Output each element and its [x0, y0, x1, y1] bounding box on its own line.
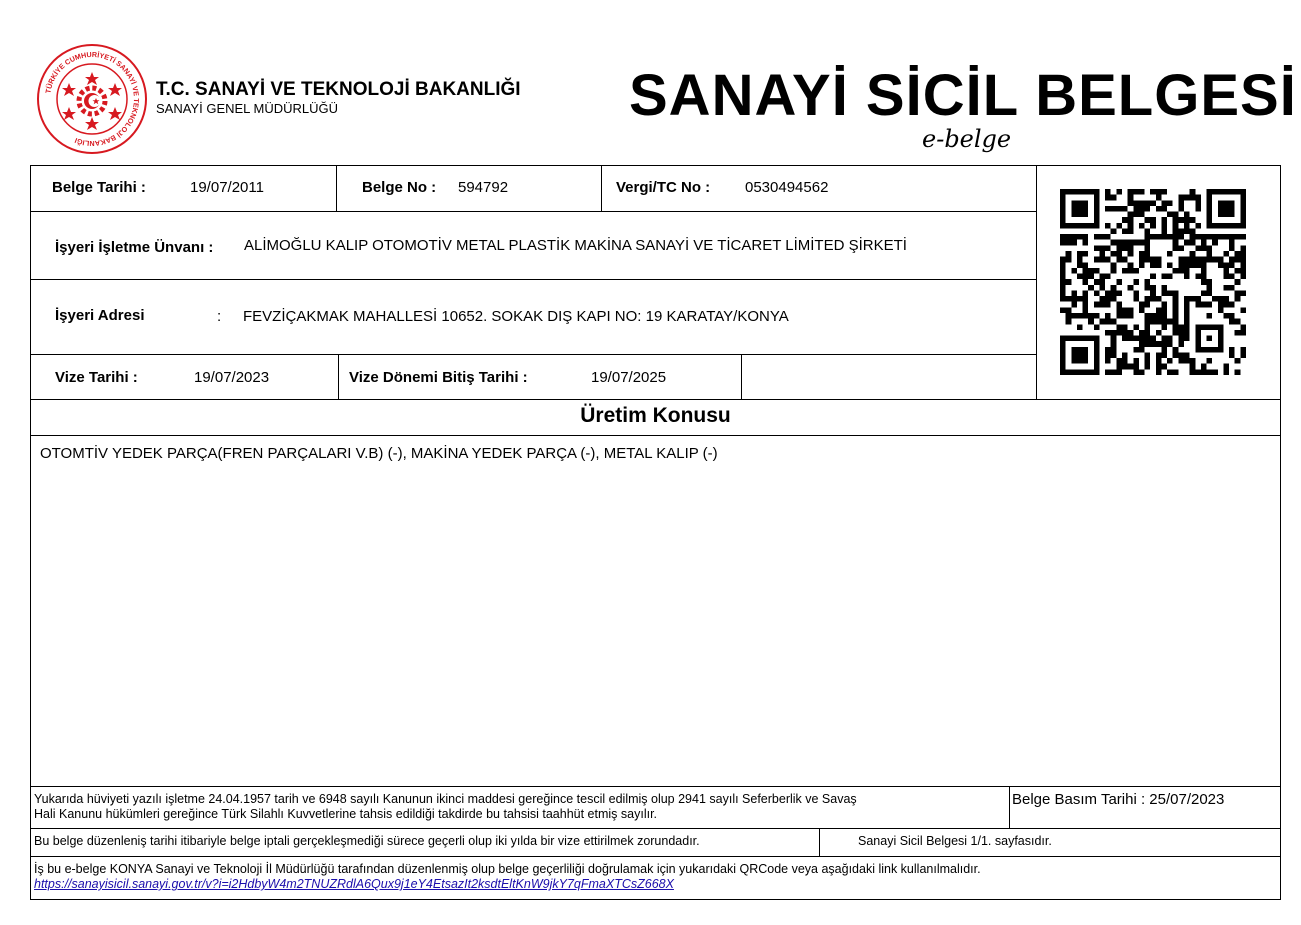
print-date: Belge Basım Tarihi : 25/07/2023 — [1012, 791, 1225, 808]
logo-ring-text: TÜRKİYE CUMHURİYETİ SANAYİ VE TEKNOLOJİ BAKANLIĞI — [43, 49, 142, 149]
vergi-no-label: Vergi/TC No : — [616, 179, 711, 196]
adres-colon: : — [217, 308, 222, 325]
ministry-logo — [36, 43, 148, 155]
qr-code[interactable] — [1060, 189, 1246, 375]
production-content: OTOMTİV YEDEK PARÇA(FREN PARÇALARI V.B) (-), MAKİNA YEDEK PARÇA (-), METAL KALIP (-) — [40, 445, 718, 462]
vize-bitis-value: 19/07/2025 — [591, 369, 667, 386]
adres-value: FEVZİÇAKMAK MAHALLESİ 10652. SOKAK DIŞ KAPI NO: 19 KARATAY/KONYA — [243, 308, 789, 325]
production-title: Üretim Konusu — [580, 404, 731, 427]
verify-link[interactable]: https://sanayisicil.sanayi.gov.tr/v?i=i2HdbyW4m2TNUZRdlA6Qux9j1eY4EtsazIt2ksdtEltKnW9jkY7qFmaXTCsZ668X — [34, 877, 674, 891]
vize-bitis-label: Vize Dönemi Bitiş Tarihi : — [349, 369, 528, 386]
legal-text-line-2: Hali Kanunu hükümleri gereğince Türk Silahlı Kuvvetlerine tahsis edildiği takdirde bu tahsisi taahhüt etmiş sayılır. — [34, 807, 658, 821]
adres-label: İşyeri Adresi — [55, 307, 145, 324]
verify-note: İş bu e-belge KONYA Sanayi ve Teknoloji İl Müdürlüğü tarafından düzenlenmiş olup belge geçerliliği doğrulamak için yukarıdaki QRCode veya aşağıdaki link kullanılmalıdır. — [34, 862, 981, 876]
belge-no-label: Belge No : — [362, 179, 437, 196]
page-info: Sanayi Sicil Belgesi 1/1. sayfasıdır. — [858, 834, 1052, 848]
unvan-value: ALİMOĞLU KALIP OTOMOTİV METAL PLASTİK MAKİNA SANAYİ VE TİCARET LİMİTED ŞİRKETİ — [244, 237, 907, 254]
vize-tarihi-label: Vize Tarihi : — [55, 369, 138, 386]
document-subtitle: e-belge — [922, 125, 1012, 153]
unvan-label: İşyeri İşletme Ünvanı : — [55, 239, 214, 256]
belge-tarihi-label: Belge Tarihi : — [52, 179, 146, 196]
vergi-no-value: 0530494562 — [745, 179, 829, 196]
belge-no-value: 594792 — [458, 179, 509, 196]
vize-tarihi-value: 19/07/2023 — [194, 369, 270, 386]
validity-note: Bu belge düzenleniş tarihi itibariyle belge iptali gerçekleşmediği sürece geçerli olup iki yılda bir vize ettirilmek zorundadır. — [34, 834, 700, 848]
ministry-name: T.C. SANAYİ VE TEKNOLOJİ BAKANLIĞI — [156, 79, 521, 100]
document-title: SANAYİ SİCİL BELGESİ — [629, 63, 1297, 128]
ministry-subtitle: SANAYİ GENEL MÜDÜRLÜĞÜ — [156, 101, 339, 116]
legal-text-line-1: Yukarıda hüviyeti yazılı işletme 24.04.1957 tarih ve 6948 sayılı Kanunun ikinci maddesi gereğince tescil edilmiş olup 2941 sayılı Seferberlik ve Savaş — [34, 792, 857, 806]
belge-tarihi-value: 19/07/2011 — [190, 179, 264, 196]
